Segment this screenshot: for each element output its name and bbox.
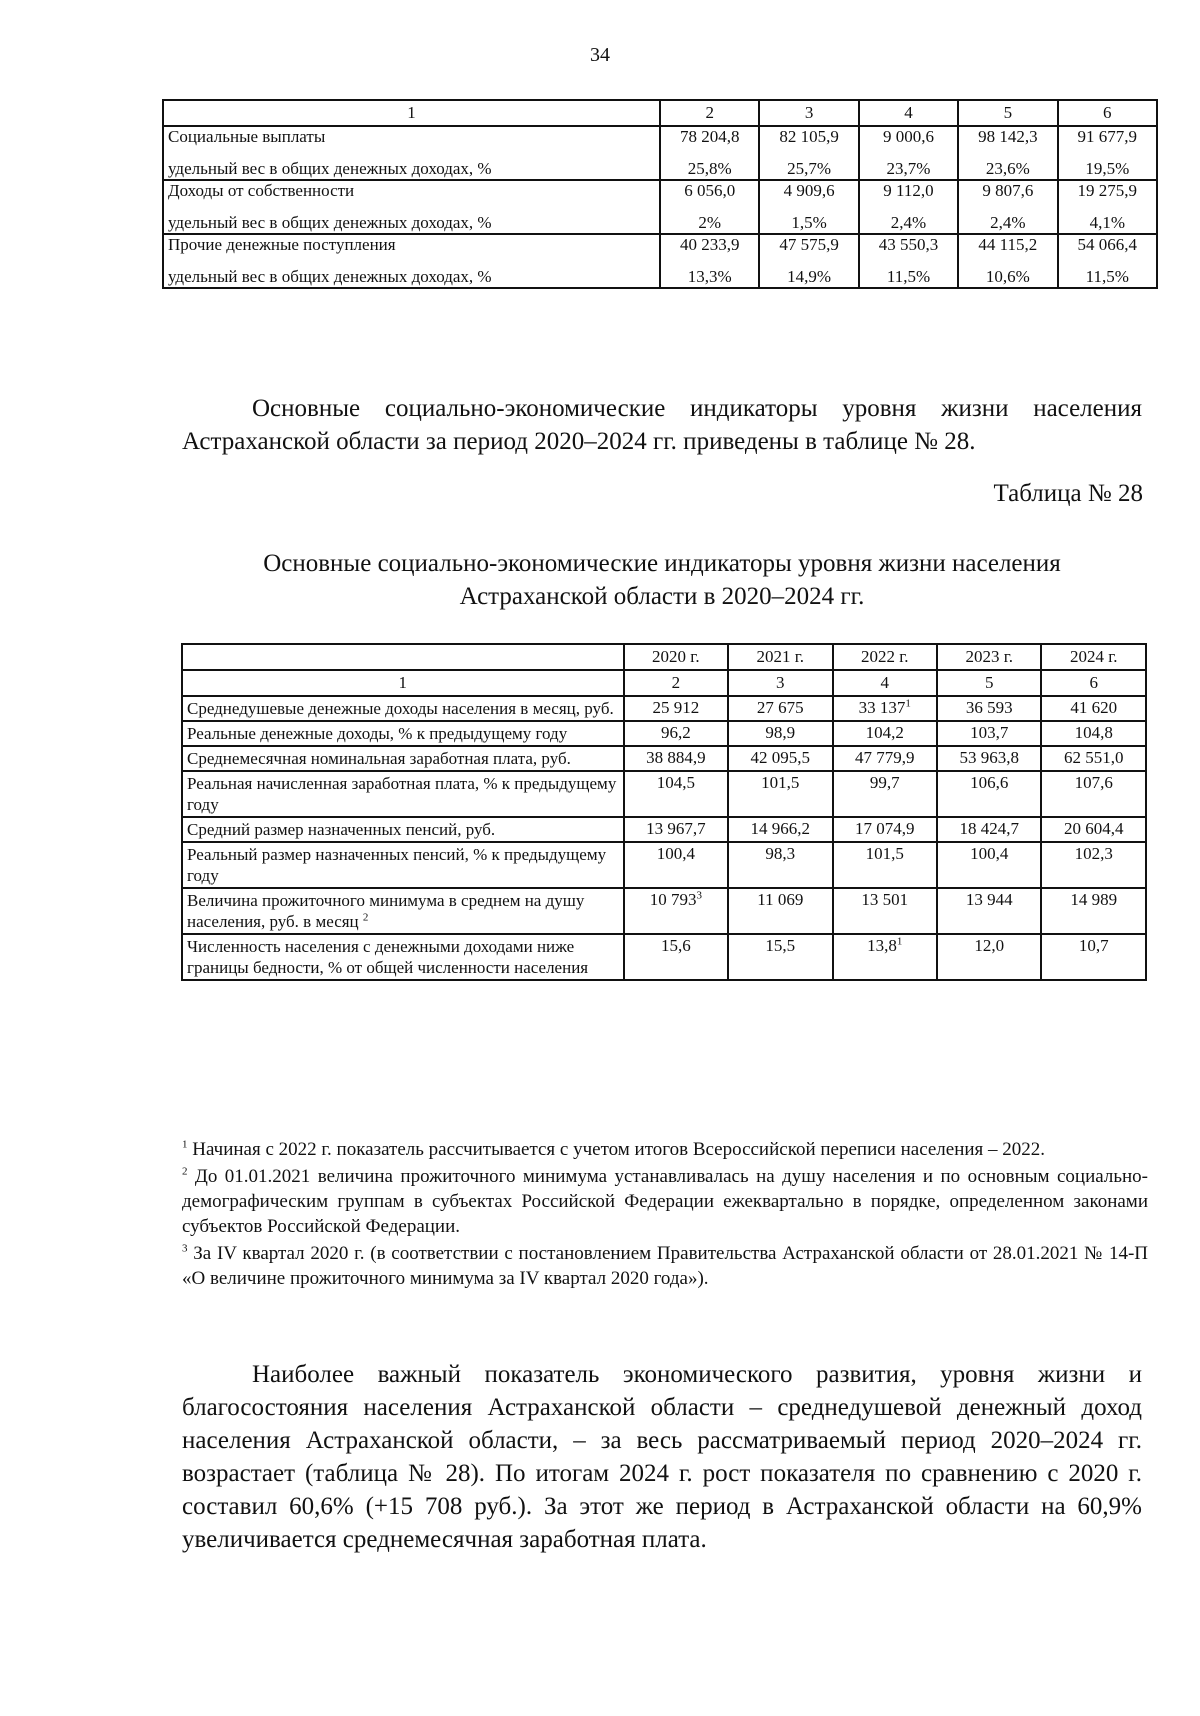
col-year: 2021 г. <box>728 644 832 670</box>
col-year: 2020 г. <box>624 644 728 670</box>
cell-value: 96,2 <box>624 721 728 746</box>
cell-value: 11,5% <box>1058 261 1157 288</box>
table-row <box>182 771 1146 817</box>
footnote-mark: 3 <box>182 1242 188 1255</box>
cell-value <box>624 888 728 934</box>
cell-text: 33 137 <box>858 698 906 717</box>
cell-value: 27 675 <box>728 696 832 721</box>
cell-value: 4 909,6 <box>759 180 858 207</box>
row-label: Среднедушевые денежные доходы населения в месяц, руб. <box>182 696 624 721</box>
cell-value: 101,5 <box>833 842 937 888</box>
row-label <box>182 888 624 934</box>
cell-value: 100,4 <box>624 842 728 888</box>
col-number: 2 <box>624 670 728 696</box>
footnote <box>182 1137 1148 1162</box>
col-number: 3 <box>759 100 858 126</box>
cell-value: 14,9% <box>759 261 858 288</box>
cell-value: 12,0 <box>937 934 1041 980</box>
cell-value: 54 066,4 <box>1058 234 1157 261</box>
cell-value: 43 550,3 <box>859 234 958 261</box>
table-label: Таблица № 28 <box>993 480 1143 507</box>
cell-value: 15,5 <box>728 934 832 980</box>
cell-value: 40 233,9 <box>660 234 759 261</box>
row-label: Средний размер назначенных пенсий, руб. <box>182 817 624 842</box>
col-number: 6 <box>1041 670 1146 696</box>
row-label: Реальные денежные доходы, % к предыдущему году <box>182 721 624 746</box>
table-row <box>163 261 1157 288</box>
cell-value: 2% <box>660 207 759 234</box>
cell-value: 6 056,0 <box>660 180 759 207</box>
col-number: 5 <box>958 100 1057 126</box>
cell-value: 17 074,9 <box>833 817 937 842</box>
cell-value: 53 963,8 <box>937 746 1041 771</box>
living-standards-table <box>181 643 1147 981</box>
cell-value: 14 989 <box>1041 888 1146 934</box>
cell-value: 9 000,6 <box>859 126 958 153</box>
cell-value: 2,4% <box>958 207 1057 234</box>
page-number: 34 <box>590 44 610 66</box>
table-row <box>163 126 1157 153</box>
row-label: удельный вес в общих денежных доходах, % <box>163 261 660 288</box>
table-title <box>182 547 1142 613</box>
footnote-text: За IV квартал 2020 г. (в соответствии с постановлением Правительства Астраханской области от 28.01.2021 № 14-П «О величине прожиточного минимума за IV квартал 2020 года»). <box>182 1243 1149 1289</box>
table-row <box>163 153 1157 180</box>
cell-value: 42 095,5 <box>728 746 832 771</box>
cell-value: 13 967,7 <box>624 817 728 842</box>
cell-value: 62 551,0 <box>1041 746 1146 771</box>
table-title-line: Основные социально-экономические индикаторы уровня жизни населения <box>263 550 1061 577</box>
cell-value <box>833 934 937 980</box>
col-year: 2022 г. <box>833 644 937 670</box>
cell-value: 38 884,9 <box>624 746 728 771</box>
row-label: Среднемесячная номинальная заработная плата, руб. <box>182 746 624 771</box>
col-number: 1 <box>182 670 624 696</box>
footnotes <box>182 1137 1148 1293</box>
cell-value: 14 966,2 <box>728 817 832 842</box>
cell-value: 98,3 <box>728 842 832 888</box>
row-label: удельный вес в общих денежных доходах, % <box>163 207 660 234</box>
row-label: Численность населения с денежными доходами ниже границы бедности, % от общей численности населения <box>182 934 624 980</box>
table-row <box>182 696 1146 721</box>
footnote-mark: 1 <box>182 1138 188 1151</box>
col-number: 4 <box>833 670 937 696</box>
cell-value: 10,7 <box>1041 934 1146 980</box>
table-header-row <box>163 100 1157 126</box>
footnote-ref: 1 <box>896 935 903 948</box>
cell-value: 23,7% <box>859 153 958 180</box>
table-row <box>182 746 1146 771</box>
row-label: Реальная начисленная заработная плата, % к предыдущему году <box>182 771 624 817</box>
cell-value: 25,7% <box>759 153 858 180</box>
cell-value: 102,3 <box>1041 842 1146 888</box>
table-row <box>182 934 1146 980</box>
conclusion-paragraph: Наиболее важный показатель экономического развития, уровня жизни и благосостояния населения Астраханской области – среднедушевой денежный доход населения Астраханской области, – за весь рассматриваемый период 2020–2024 гг. возрастает (таблица № 28). По итогам 2024 г. рост показателя по сравнению с 2020 г. составил 60,6% (+15 708 руб.). За этот же период в Астраханской области на 60,9% увеличивается среднемесячная заработная плата. <box>182 1361 1142 1553</box>
col-number: 4 <box>859 100 958 126</box>
cell-value: 13 944 <box>937 888 1041 934</box>
cell-value: 13 501 <box>833 888 937 934</box>
row-label: Прочие денежные поступления <box>163 234 660 261</box>
row-label: Социальные выплаты <box>163 126 660 153</box>
row-label: Реальный размер назначенных пенсий, % к предыдущему году <box>182 842 624 888</box>
table-row <box>163 180 1157 207</box>
table-row <box>182 888 1146 934</box>
cell-value: 19 275,9 <box>1058 180 1157 207</box>
cell-value: 11,5% <box>859 261 958 288</box>
table-row <box>163 207 1157 234</box>
cell-value: 10,6% <box>958 261 1057 288</box>
cell-value: 107,6 <box>1041 771 1146 817</box>
cell-value: 41 620 <box>1041 696 1146 721</box>
cell-value: 47 575,9 <box>759 234 858 261</box>
cell-value: 104,5 <box>624 771 728 817</box>
cell-value: 15,6 <box>624 934 728 980</box>
col-year: 2023 г. <box>937 644 1041 670</box>
header-empty-cell <box>182 644 624 670</box>
cell-value: 23,6% <box>958 153 1057 180</box>
row-label-text: Величина прожиточного минимума в среднем на душу населения, руб. в месяц <box>187 891 585 931</box>
table-row <box>182 817 1146 842</box>
footnote-ref: 1 <box>905 697 911 710</box>
cell-value: 20 604,4 <box>1041 817 1146 842</box>
cell-value: 1,5% <box>759 207 858 234</box>
intro-paragraph: Основные социально-экономические индикаторы уровня жизни населения Астраханской области за период 2020–2024 гг. приведены в таблице № 28. <box>182 395 1142 455</box>
cell-value: 11 069 <box>728 888 832 934</box>
table-header-row <box>182 670 1146 696</box>
row-label: удельный вес в общих денежных доходах, % <box>163 153 660 180</box>
footnote-mark: 2 <box>182 1165 188 1178</box>
cell-value: 103,7 <box>937 721 1041 746</box>
table-row <box>163 234 1157 261</box>
cell-value: 25 912 <box>624 696 728 721</box>
cell-text: 10 793 <box>649 890 697 909</box>
footnote-ref: 2 <box>362 911 369 924</box>
cell-text: 13,8 <box>867 936 897 955</box>
cell-value: 44 115,2 <box>958 234 1057 261</box>
cell-value: 25,8% <box>660 153 759 180</box>
table-header-row <box>182 644 1146 670</box>
cell-value: 98 142,3 <box>958 126 1057 153</box>
cell-value: 106,6 <box>937 771 1041 817</box>
cell-value: 2,4% <box>859 207 958 234</box>
cell-value: 91 677,9 <box>1058 126 1157 153</box>
footnote-text: До 01.01.2021 величина прожиточного минимума устанавливалась на душу населения и по основным социально-демографическим группам в субъектах Российской Федерации ежеквартально в порядке, определенном законами субъектов Российской Федерации. <box>182 1166 1149 1237</box>
footnote <box>182 1241 1148 1291</box>
table-title-line: Астраханской области в 2020–2024 гг. <box>459 583 865 610</box>
cell-value: 104,2 <box>833 721 937 746</box>
col-number: 2 <box>660 100 759 126</box>
cell-value: 104,8 <box>1041 721 1146 746</box>
cell-value: 101,5 <box>728 771 832 817</box>
cell-value: 98,9 <box>728 721 832 746</box>
table-row <box>182 842 1146 888</box>
col-number: 5 <box>937 670 1041 696</box>
footnote <box>182 1164 1148 1239</box>
cell-value: 9 112,0 <box>859 180 958 207</box>
col-year: 2024 г. <box>1041 644 1146 670</box>
cell-value: 100,4 <box>937 842 1041 888</box>
footnote-ref: 3 <box>696 889 702 902</box>
cell-value: 47 779,9 <box>833 746 937 771</box>
cell-value: 99,7 <box>833 771 937 817</box>
footnote-text: Начиная с 2022 г. показатель рассчитывается с учетом итогов Всероссийской переписи населения – 2022. <box>192 1139 1046 1160</box>
col-number: 1 <box>163 100 660 126</box>
cell-value: 4,1% <box>1058 207 1157 234</box>
cell-value <box>833 696 937 721</box>
income-structure-table-continued <box>162 99 1158 289</box>
cell-value: 9 807,6 <box>958 180 1057 207</box>
table-row <box>182 721 1146 746</box>
cell-value: 19,5% <box>1058 153 1157 180</box>
row-label: Доходы от собственности <box>163 180 660 207</box>
cell-value: 82 105,9 <box>759 126 858 153</box>
col-number: 6 <box>1058 100 1157 126</box>
cell-value: 78 204,8 <box>660 126 759 153</box>
col-number: 3 <box>728 670 832 696</box>
cell-value: 18 424,7 <box>937 817 1041 842</box>
cell-value: 13,3% <box>660 261 759 288</box>
cell-value: 36 593 <box>937 696 1041 721</box>
